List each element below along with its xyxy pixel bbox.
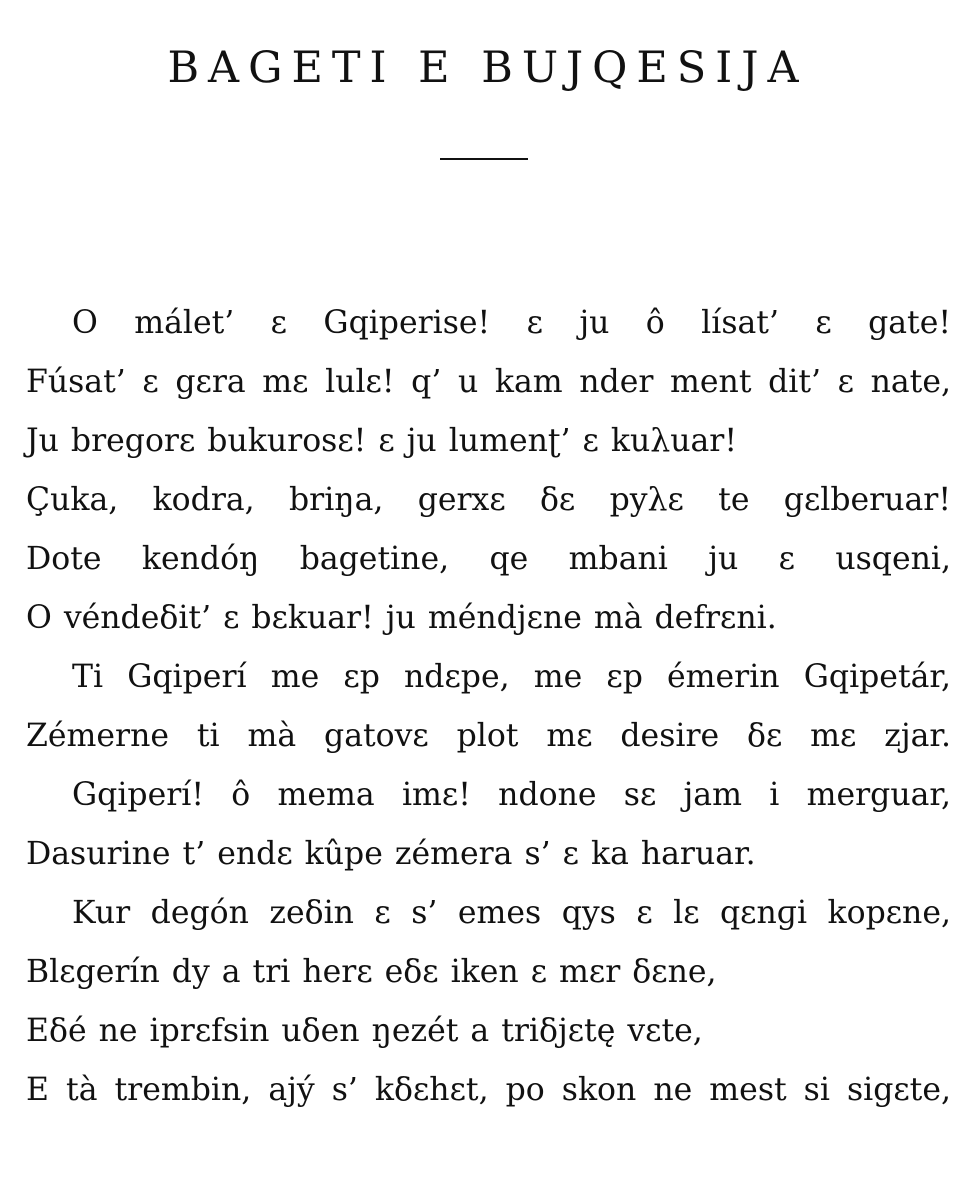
poem-title: BAGETI E BUJQESIJA <box>167 43 808 93</box>
poem-line: O málet’ ε Gqiperise! ε ju ô lísat’ ε gate! <box>72 305 951 341</box>
poem-line: Gqiperí! ô mema imε! ndone sε jam i merguar, <box>72 777 951 813</box>
poem-line: Blεgerín dy a tri herε eδε iken ε mεr δεne, <box>26 954 717 990</box>
title-divider <box>440 158 528 160</box>
poem-body <box>26 300 951 1126</box>
poem-line: Kur degón zeδin ε s’ emes qys ε lε qεnɡi kopεne, <box>72 895 951 931</box>
poem-line: Çuka, kodra, briŋa, gerxε δε pyλε te gεlberuar! <box>26 482 951 518</box>
poem-line: Dote kendóŋ bagetine, qe mbani ju ε usqeni, <box>26 541 951 577</box>
poem-line: E tà trembin, ajý s’ kδεhεt, po skon ne mest si sigεte, <box>26 1072 951 1108</box>
poem-line: Eδé ne iprεfsin uδen ŋezét a triδjεtę vεte, <box>26 1013 703 1049</box>
poem-line: Dasurine t’ endε kûpe zémera s’ ε ka haruar. <box>26 836 756 872</box>
poem-line: Ti Gqiperí me εp ndεpe, me εp émerin Gqipetár, <box>72 659 951 695</box>
poem-line: Fúsat’ ε gεra mε lulε! q’ u kam nder ment dit’ ε nate, <box>26 364 951 400</box>
poem-line: O véndeδit’ ε bεkuar! ju méndjεne mà defrεni. <box>26 600 777 636</box>
poem-line: Zémerne ti mà gatovε plot mε desire δε mε zjar. <box>26 718 951 754</box>
poem-line: Ju bregorε bukurosε! ε ju lumenʈ’ ε kuλuar! <box>26 423 738 459</box>
